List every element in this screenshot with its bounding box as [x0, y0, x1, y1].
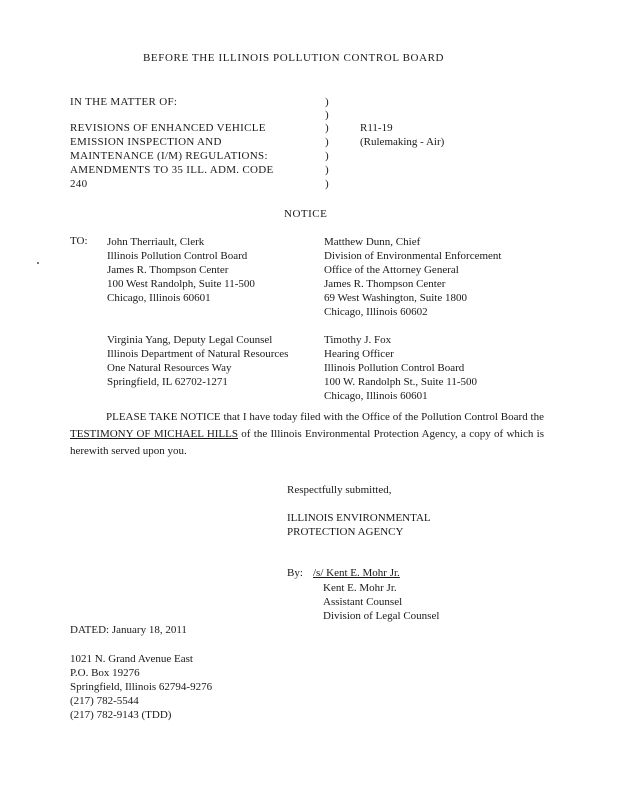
address-line: Chicago, Illinois 60602: [324, 306, 428, 318]
signer-division: Division of Legal Counsel: [323, 610, 440, 622]
address-line: Chicago, Illinois 60601: [107, 292, 211, 304]
caption-line: 240: [70, 178, 88, 190]
address-line: John Therriault, Clerk: [107, 236, 205, 248]
address-line: 100 West Randolph, Suite 11-500: [107, 278, 255, 290]
address-line: James R. Thompson Center: [107, 264, 229, 276]
address-line: 1021 N. Grand Avenue East: [70, 653, 193, 665]
address-line: Office of the Attorney General: [324, 264, 459, 276]
address-line: Illinois Pollution Control Board: [324, 362, 465, 374]
signer-name: Kent E. Mohr Jr.: [323, 582, 397, 594]
address-line: Hearing Officer: [324, 348, 394, 360]
to-label: TO:: [70, 235, 88, 247]
address-line: One Natural Resources Way: [107, 362, 232, 374]
notice-text-end: of the Illinois Environmental Protection Agency, a copy of which is herewith served upon you.: [70, 428, 544, 457]
agency-name-line1: ILLINOIS ENVIRONMENTAL: [287, 512, 431, 524]
address-line: Timothy J. Fox: [324, 334, 392, 346]
address-line: (217) 782-9143 (TDD): [70, 709, 172, 721]
address-line: James R. Thompson Center: [324, 278, 446, 290]
address-line: Illinois Department of Natural Resources: [107, 348, 289, 360]
address-line: 69 West Washington, Suite 1800: [324, 292, 467, 304]
caption-paren: ): [325, 178, 329, 190]
address-line: Springfield, IL 62702-1271: [107, 376, 228, 388]
address-line: Division of Environmental Enforcement: [324, 250, 502, 262]
address-line: P.O. Box 19276: [70, 667, 140, 679]
closing: Respectfully submitted,: [287, 484, 392, 496]
caption-paren: ): [325, 150, 329, 162]
notice-title: NOTICE: [284, 208, 328, 220]
caption-paren: ): [325, 96, 329, 108]
address-line: Matthew Dunn, Chief: [324, 236, 421, 248]
notice-text-start: PLEASE TAKE NOTICE that I have today filed with the Office of the Pollution Control Board the: [106, 411, 544, 423]
caption-paren: ): [325, 122, 329, 134]
testimony-title: TESTIMONY OF MICHAEL HILLS: [70, 428, 238, 440]
recipient-hearing-officer-address: [324, 333, 477, 403]
caption-line: AMENDMENTS TO 35 ILL. ADM. CODE: [70, 164, 274, 176]
caption-line: IN THE MATTER OF:: [70, 96, 178, 108]
caption-paren: ): [325, 164, 329, 176]
docket-type: (Rulemaking - Air): [360, 136, 445, 148]
address-line: Chicago, Illinois 60601: [324, 390, 428, 402]
date-line: DATED: January 18, 2011: [70, 624, 187, 636]
caption-paren: ): [325, 136, 329, 148]
recipient-dnr-address: [107, 333, 288, 389]
caption-paren: ): [325, 109, 329, 121]
by-label: By:: [287, 567, 303, 579]
address-line: Illinois Pollution Control Board: [107, 250, 248, 262]
margin-speck: [37, 262, 39, 264]
caption-line: REVISIONS OF ENHANCED VEHICLE: [70, 122, 266, 134]
caption-line: MAINTENANCE (I/M) REGULATIONS:: [70, 150, 268, 162]
recipient-clerk-address: [107, 235, 255, 305]
notice-paragraph: [70, 409, 544, 460]
address-line: Virginia Yang, Deputy Legal Counsel: [107, 334, 273, 346]
docket-number: R11-19: [360, 122, 393, 134]
agency-name-line2: PROTECTION AGENCY: [287, 526, 404, 538]
signer-title: Assistant Counsel: [323, 596, 403, 608]
address-line: Springfield, Illinois 62794-9276: [70, 681, 213, 693]
address-line: (217) 782-5544: [70, 695, 139, 707]
recipient-attorney-general-address: [324, 235, 501, 319]
board-title: BEFORE THE ILLINOIS POLLUTION CONTROL BOARD: [143, 52, 445, 64]
address-line: 100 W. Randolph St., Suite 11-500: [324, 376, 477, 388]
electronic-signature: /s/ Kent E. Mohr Jr.: [313, 567, 400, 579]
caption-line: EMISSION INSPECTION AND: [70, 136, 222, 148]
agency-address: [70, 652, 212, 722]
